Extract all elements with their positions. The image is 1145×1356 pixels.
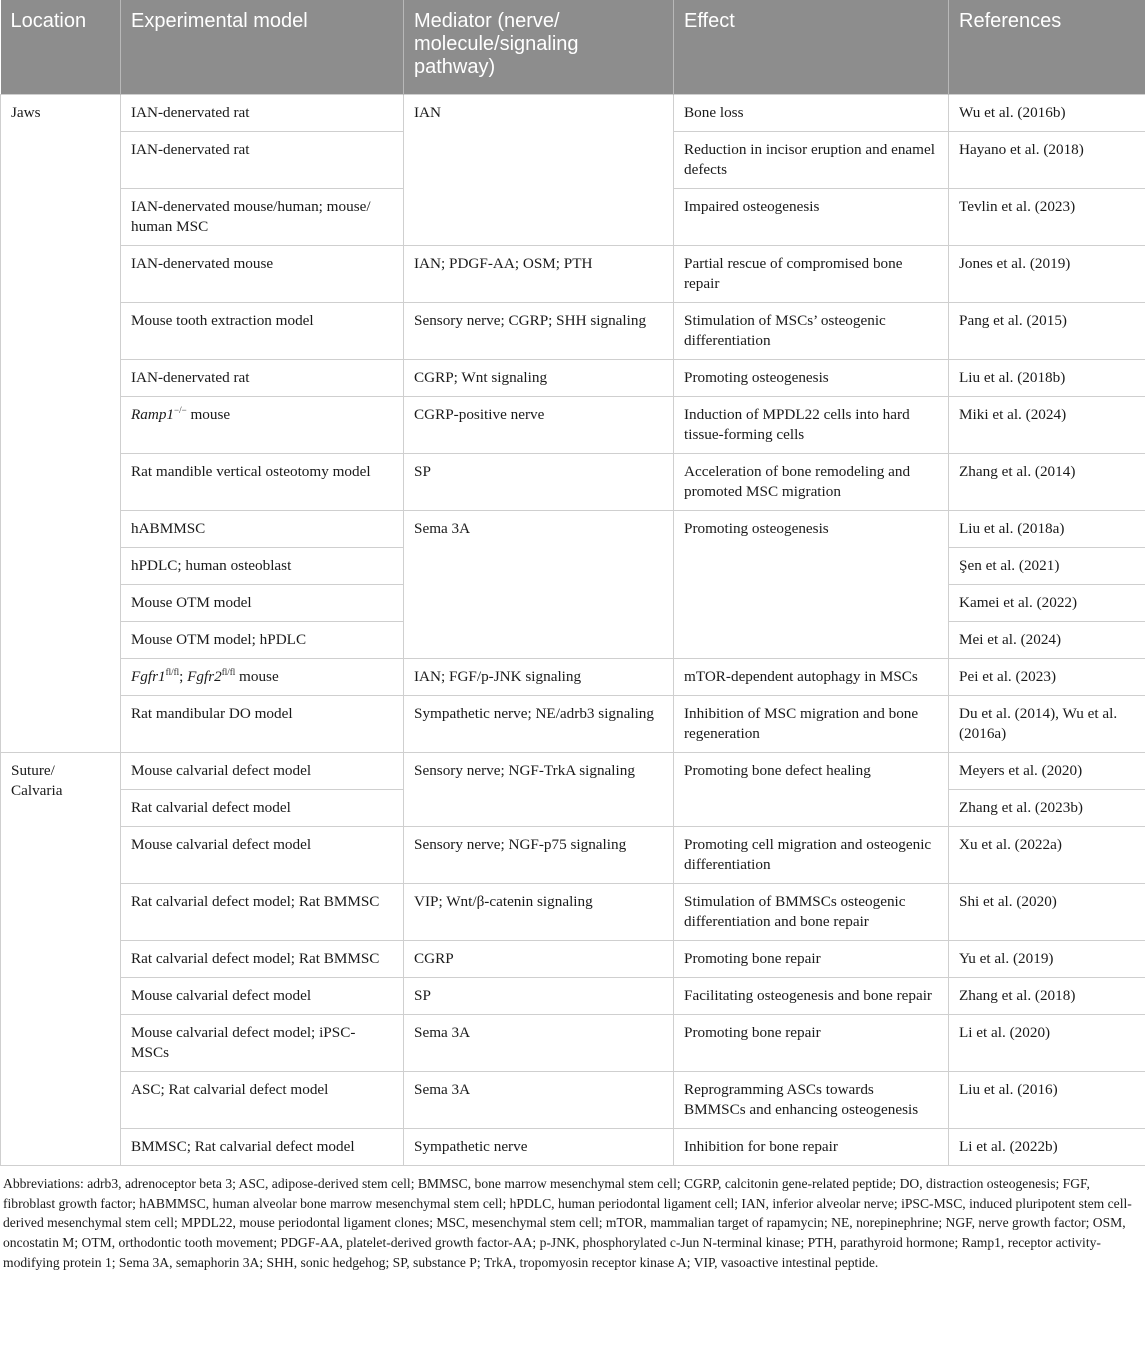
reference-cell: Liu et al. (2018b) [949, 360, 1145, 397]
model-cell: Rat mandibular DO model [121, 696, 404, 753]
mediator-cell: VIP; Wnt/β-catenin signaling [404, 884, 674, 941]
effect-cell: Promoting bone defect healing [674, 753, 949, 827]
table-row [1, 397, 1145, 454]
location-jaws: Jaws [1, 95, 121, 753]
mediator-cell: CGRP; Wnt signaling [404, 360, 674, 397]
reference-cell: Şen et al. (2021) [949, 548, 1145, 585]
table-row [1, 1015, 1145, 1072]
reference-cell: Zhang et al. (2018) [949, 978, 1145, 1015]
mediator-cell: SP [404, 978, 674, 1015]
table-row [1, 884, 1145, 941]
effect-cell: Stimulation of MSCs’ osteogenic differentiation [674, 303, 949, 360]
model-cell: Mouse tooth extraction model [121, 303, 404, 360]
effect-cell: Promoting bone repair [674, 1015, 949, 1072]
table-row [1, 941, 1145, 978]
table-row [1, 1129, 1145, 1166]
reference-cell: Zhang et al. (2023b) [949, 790, 1145, 827]
effect-cell: Reduction in incisor eruption and enamel defects [674, 132, 949, 189]
mediator-cell: Sensory nerve; CGRP; SHH signaling [404, 303, 674, 360]
gene-name: Ramp1 [131, 406, 175, 423]
effect-cell: Partial rescue of compromised bone repair [674, 246, 949, 303]
table-row [1, 511, 1145, 548]
model-cell: Mouse calvarial defect model [121, 753, 404, 790]
model-cell: Mouse calvarial defect model [121, 827, 404, 884]
model-cell: Mouse calvarial defect model; iPSC-MSCs [121, 1015, 404, 1072]
mediator-cell: Sympathetic nerve [404, 1129, 674, 1166]
model-cell: Mouse OTM model; hPDLC [121, 622, 404, 659]
header-experimental-model: Experimental model [121, 0, 404, 95]
model-cell: Mouse calvarial defect model [121, 978, 404, 1015]
gene-name: Fgfr1 [131, 668, 166, 685]
reference-cell: Wu et al. (2016b) [949, 95, 1145, 132]
effect-cell: Facilitating osteogenesis and bone repair [674, 978, 949, 1015]
reference-cell: Jones et al. (2019) [949, 246, 1145, 303]
effect-cell: Bone loss [674, 95, 949, 132]
model-cell [121, 659, 404, 696]
genotype-superscript: −/− [174, 404, 187, 415]
gene-name: Fgfr2 [187, 668, 222, 685]
reference-cell: Zhang et al. (2014) [949, 454, 1145, 511]
model-cell: IAN-denervated rat [121, 132, 404, 189]
mediator-cell: CGRP [404, 941, 674, 978]
table-row [1, 659, 1145, 696]
location-suture-calvaria: Suture/ Calvaria [1, 753, 121, 1166]
table-row [1, 1072, 1145, 1129]
table-row [1, 753, 1145, 790]
effect-cell: mTOR-dependent autophagy in MSCs [674, 659, 949, 696]
effect-cell: Stimulation of BMMSCs osteogenic differentiation and bone repair [674, 884, 949, 941]
effect-cell: Impaired osteogenesis [674, 189, 949, 246]
mediator-cell: Sensory nerve; NGF-p75 signaling [404, 827, 674, 884]
header-location: Location [1, 0, 121, 95]
genotype-superscript: fl/fl [165, 666, 180, 677]
reference-cell: Yu et al. (2019) [949, 941, 1145, 978]
table-row [1, 978, 1145, 1015]
model-cell: Rat mandible vertical osteotomy model [121, 454, 404, 511]
model-cell [121, 397, 404, 454]
model-cell: IAN-denervated rat [121, 360, 404, 397]
model-cell: Rat calvarial defect model [121, 790, 404, 827]
reference-cell: Miki et al. (2024) [949, 397, 1145, 454]
reference-cell: Xu et al. (2022a) [949, 827, 1145, 884]
header-mediator: Mediator (nerve/ molecule/signaling pathway) [404, 0, 674, 95]
model-cell: IAN-denervated mouse/human; mouse/ human MSC [121, 189, 404, 246]
effect-cell: Promoting bone repair [674, 941, 949, 978]
model-cell: Rat calvarial defect model; Rat BMMSC [121, 884, 404, 941]
reference-cell: Du et al. (2014), Wu et al. (2016a) [949, 696, 1145, 753]
table-row [1, 696, 1145, 753]
effect-cell: Reprogramming ASCs towards BMMSCs and enhancing osteogenesis [674, 1072, 949, 1129]
reference-cell: Tevlin et al. (2023) [949, 189, 1145, 246]
mediator-cell: Sema 3A [404, 1072, 674, 1129]
reference-cell: Hayano et al. (2018) [949, 132, 1145, 189]
effect-cell: Induction of MPDL22 cells into hard tissue-forming cells [674, 397, 949, 454]
reference-cell: Meyers et al. (2020) [949, 753, 1145, 790]
table-row [1, 827, 1145, 884]
reference-cell: Pei et al. (2023) [949, 659, 1145, 696]
effect-cell: Inhibition for bone repair [674, 1129, 949, 1166]
mediator-cell: IAN [404, 95, 674, 246]
reference-cell: Kamei et al. (2022) [949, 585, 1145, 622]
model-cell: BMMSC; Rat calvarial defect model [121, 1129, 404, 1166]
model-cell: IAN-denervated rat [121, 95, 404, 132]
model-cell: ASC; Rat calvarial defect model [121, 1072, 404, 1129]
effect-cell: Promoting osteogenesis [674, 511, 949, 659]
mediator-cell: Sympathetic nerve; NE/adrb3 signaling [404, 696, 674, 753]
mediator-cell: IAN; FGF/p-JNK signaling [404, 659, 674, 696]
header-effect: Effect [674, 0, 949, 95]
reference-cell: Liu et al. (2016) [949, 1072, 1145, 1129]
table-row [1, 360, 1145, 397]
header-references: References [949, 0, 1145, 95]
model-suffix: mouse [186, 406, 231, 423]
model-cell: hABMMSC [121, 511, 404, 548]
model-cell: IAN-denervated mouse [121, 246, 404, 303]
model-cell: Rat calvarial defect model; Rat BMMSC [121, 941, 404, 978]
effect-cell: Promoting cell migration and osteogenic differentiation [674, 827, 949, 884]
mediator-cell: Sensory nerve; NGF-TrkA signaling [404, 753, 674, 827]
mediator-cell: SP [404, 454, 674, 511]
effect-cell: Inhibition of MSC migration and bone regeneration [674, 696, 949, 753]
reference-cell: Mei et al. (2024) [949, 622, 1145, 659]
model-cell: Mouse OTM model [121, 585, 404, 622]
mediator-cell: Sema 3A [404, 511, 674, 659]
table-row [1, 95, 1145, 132]
separator: ; [179, 668, 188, 685]
reference-cell: Liu et al. (2018a) [949, 511, 1145, 548]
reference-cell: Li et al. (2022b) [949, 1129, 1145, 1166]
abbreviations-footnote: Abbreviations: adrb3, adrenoceptor beta 3; ASC, adipose-derived stem cell; BMMSC, bone marrow mesenchymal stem cell; CGRP, calcitonin gene-related peptide; DO, distraction osteogenesis; FGF, fibroblast growth factor; hABMMSC, human alveolar bone marrow mesenchymal stem cell; hPDLC, human periodontal ligament cell; IAN, inferior alveolar nerve; iPSC-MSC, induced pluripotent stem cell-derived mesenchymal stem cell; MPDL22, mouse periodontal ligament clones; MSC, mesenchymal stem cell; mTOR, mammalian target of rapamycin; NE, norepinephrine; NGF, nerve growth factor; OSM, oncostatin M; OTM, orthodontic tooth movement; PDGF-AA, platelet-derived growth factor-AA; p-JNK, phosphorylated c-Jun N-terminal kinase; PTH, parathyroid hormone; Ramp1, receptor activity-modifying protein 1; Sema 3A, semaphorin 3A; SHH, sonic hedgehog; SP, substance P; TrkA, tropomyosin receptor kinase A; VIP, vasoactive intestinal peptide. [3, 1176, 1132, 1270]
effect-cell: Acceleration of bone remodeling and promoted MSC migration [674, 454, 949, 511]
model-suffix: mouse [235, 668, 279, 685]
table-row [1, 303, 1145, 360]
genotype-superscript: fl/fl [221, 666, 236, 677]
reference-cell: Li et al. (2020) [949, 1015, 1145, 1072]
table-row [1, 454, 1145, 511]
mediator-cell: CGRP-positive nerve [404, 397, 674, 454]
header-row [1, 0, 1145, 95]
mediator-cell: Sema 3A [404, 1015, 674, 1072]
effect-cell: Promoting osteogenesis [674, 360, 949, 397]
reference-cell: Shi et al. (2020) [949, 884, 1145, 941]
mediator-cell: IAN; PDGF-AA; OSM; PTH [404, 246, 674, 303]
table-row [1, 246, 1145, 303]
reference-cell: Pang et al. (2015) [949, 303, 1145, 360]
model-cell: hPDLC; human osteoblast [121, 548, 404, 585]
